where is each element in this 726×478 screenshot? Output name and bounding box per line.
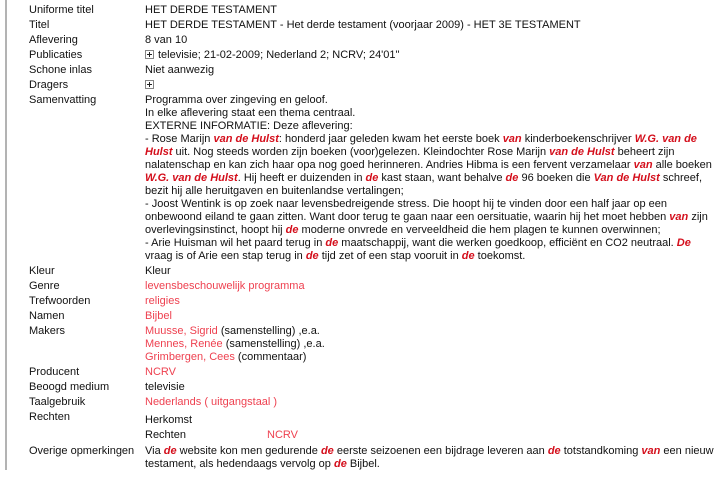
text-run: zijn overlevingsinstinct, hoopt hij [145, 211, 708, 236]
search-term-highlight: van [669, 211, 689, 223]
maker-line [145, 351, 715, 364]
search-term-highlight: de [285, 224, 299, 236]
row-titel [29, 18, 715, 33]
text-run: schreef, bezit hij alle heruitgaven en buitenlandse vertalingen; [145, 172, 703, 197]
maker-line [145, 338, 715, 351]
summary-paragraph [145, 120, 715, 133]
text-run: toekomst. [474, 250, 526, 262]
text-run: eerste seizoenen een bijdrage leveren aan [333, 445, 548, 457]
maker-role: (samenstelling) ,e.a. [222, 338, 325, 350]
search-term-highlight: van [633, 159, 653, 171]
summary-paragraph [145, 107, 715, 120]
row-genre [29, 279, 715, 294]
trefwoord-link[interactable]: religies [145, 295, 180, 307]
field-label-trefwoorden: Trefwoorden [29, 295, 91, 307]
text-run: EXTERNE INFORMATIE: Deze aflevering: [145, 120, 353, 132]
field-label-rechten: Rechten [29, 411, 70, 423]
text-run: In elke aflevering staat een thema centraal. [145, 107, 356, 119]
search-term-highlight: de [461, 250, 475, 262]
text-run: 96 boeken die [518, 172, 594, 184]
rechten-ncrv-link[interactable]: NCRV [267, 429, 298, 441]
rechten-subtable [145, 413, 715, 443]
field-value-aflevering: 8 van 10 [145, 34, 188, 46]
maker-name-link[interactable]: Grimbergen, Cees [145, 351, 235, 363]
text-run: kinderboekenschrijver [521, 133, 635, 145]
search-term-highlight: de [505, 172, 519, 184]
row-dragers [29, 78, 715, 93]
left-border-rule [5, 0, 7, 470]
rechten-rechten-row [145, 428, 715, 443]
row-aflevering [29, 33, 715, 48]
field-label-aflevering: Aflevering [29, 34, 78, 46]
field-label-beoogd-medium: Beoogd medium [29, 381, 110, 393]
text-run: totstandkoming [560, 445, 642, 457]
row-uniforme-titel [29, 3, 715, 18]
field-label-namen: Namen [29, 310, 65, 322]
red-text: ( [201, 396, 212, 408]
producent-link[interactable]: NCRV [145, 366, 176, 378]
search-term-highlight: de [333, 458, 347, 470]
maker-name-link[interactable]: Mennes, Renée [145, 338, 223, 350]
field-value-kleur: Kleur [145, 265, 171, 277]
row-namen [29, 309, 715, 324]
plus-box-expand-icon[interactable] [145, 80, 154, 89]
field-value-beoogd-medium: televisie [145, 381, 185, 393]
publicaties-text: televisie; 21-02-2009; Nederland 2; NCRV; 24'01" [158, 49, 400, 61]
summary-paragraph [145, 133, 715, 198]
naam-link[interactable]: Bijbel [145, 310, 172, 322]
search-term-highlight: W.G. van de Hulst [145, 133, 697, 158]
field-label-schone-inlas: Schone inlas [29, 64, 92, 76]
rechten-herkomst-row [145, 413, 715, 428]
text-run: Via [145, 445, 164, 457]
search-term-highlight: De [676, 237, 691, 249]
search-term-highlight: de [547, 445, 561, 457]
field-label-samenvatting: Samenvatting [29, 94, 97, 106]
rechten-herkomst-value [267, 413, 715, 428]
row-publicaties [29, 48, 715, 63]
field-label-makers: Makers [29, 325, 66, 337]
field-value-overige-opmerkingen [145, 444, 715, 472]
search-term-highlight: van [641, 445, 661, 457]
text-run: maatschappij, want die werken goedkoop, efficiënt en CO2 neutraal. [338, 237, 677, 249]
search-term-highlight: de [320, 445, 334, 457]
text-run: moderne onvrede en verveeldheid die hem plagen te kunnen overwinnen; [298, 224, 661, 236]
field-value-taalgebruik [145, 395, 715, 410]
search-term-highlight: van de Hulst [213, 133, 279, 145]
text-run: uit. Nog steeds worden zijn boeken (voor)gelezen. Kleindochter Rose Marijn [172, 146, 550, 158]
search-term-highlight: de [365, 172, 379, 184]
text-link[interactable]: Nederlands [145, 396, 202, 408]
row-schone-inlas [29, 63, 715, 78]
field-label-uniforme-titel: Uniforme titel [29, 4, 94, 16]
field-label-kleur: Kleur [29, 265, 55, 277]
row-trefwoorden [29, 294, 715, 309]
maker-line [145, 325, 715, 338]
red-text: ) [270, 396, 278, 408]
text-run: alle boeken [652, 159, 712, 171]
text-run: . Hij heeft er duizenden in [237, 172, 366, 184]
field-label-publicaties: Publicaties [29, 49, 83, 61]
field-value-dragers [145, 78, 715, 93]
search-term-highlight: de [325, 237, 339, 249]
genre-link[interactable]: levensbeschouwelijk programma [145, 280, 305, 292]
maker-role: (commentaar) [234, 351, 307, 363]
field-label-dragers: Dragers [29, 79, 69, 91]
text-link[interactable]: uitgangstaal [211, 396, 271, 408]
row-samenvatting [29, 93, 715, 264]
summary-paragraph [145, 237, 715, 263]
field-label-titel: Titel [29, 19, 50, 31]
search-term-highlight: van de Hulst [549, 146, 615, 158]
rechten-herkomst-label: Herkomst [145, 414, 193, 426]
search-term-highlight: Van de Hulst [593, 172, 660, 184]
row-beoogd-medium [29, 380, 715, 395]
search-term-highlight: van [502, 133, 522, 145]
plus-box-expand-icon[interactable] [145, 50, 154, 59]
maker-name-link[interactable]: Muusse, Sigrid [145, 325, 218, 337]
field-value-samenvatting [145, 93, 715, 264]
row-overige-opmerkingen [29, 444, 715, 472]
row-producent [29, 365, 715, 380]
field-label-overige-opmerkingen: Overige opmerkingen [29, 445, 135, 457]
text-run: website kon men gedurende [176, 445, 321, 457]
field-label-taalgebruik: Taalgebruik [29, 396, 86, 408]
maker-role: (samenstelling) ,e.a. [217, 325, 320, 337]
text-run: vraag is of Arie een stap terug in [145, 250, 306, 262]
field-value-rechten [145, 410, 715, 444]
search-term-highlight: W.G. van de Hulst [145, 172, 238, 184]
text-run: Bijbel. [346, 458, 380, 470]
field-label-genre: Genre [29, 280, 60, 292]
record-table [29, 3, 715, 472]
text-run: : honderd jaar geleden kwam het eerste boek [278, 133, 503, 145]
field-value-titel: HET DERDE TESTAMENT - Het derde testament (voorjaar 2009) - HET 3E TESTAMENT [145, 19, 581, 31]
field-value-publicaties [145, 48, 715, 63]
summary-paragraph [145, 94, 715, 107]
row-taalgebruik [29, 395, 715, 410]
text-run: tijd zet of een stap vooruit in [318, 250, 462, 262]
row-makers [29, 324, 715, 365]
search-term-highlight: de [163, 445, 177, 457]
rechten-rechten-label: Rechten [145, 429, 186, 441]
text-run: een nieuw testament, als hedendaags vervolg op [145, 445, 714, 470]
text-run: - Joost Wentink is op zoek naar levensbedreigende stress. Die hoopt hij te vinden door een half jaar op een onbewoond eiland te gaan zitten. Want door terug te gaan naar een oersituatie, waarin hij het moet hebben [145, 198, 670, 223]
row-kleur [29, 264, 715, 279]
field-label-producent: Producent [29, 366, 80, 378]
text-run: - Arie Huisman wil het paard terug in [145, 237, 326, 249]
text-run: Programma over zingeving en geloof. [145, 94, 328, 106]
search-term-highlight: de [305, 250, 319, 262]
field-value-makers [145, 324, 715, 365]
field-value-uniforme-titel: HET DERDE TESTAMENT [145, 4, 278, 16]
text-run: kast staan, want behalve [378, 172, 506, 184]
summary-paragraph [145, 198, 715, 237]
text-run: - Rose Marijn [145, 133, 214, 145]
field-value-schone-inlas: Niet aanwezig [145, 64, 215, 76]
text-run: beheert zijn nalatenschap en kan zich haar opa nog goed herinneren. Andries Hibma is een fervent verzamelaar [145, 146, 675, 171]
row-rechten [29, 410, 715, 444]
